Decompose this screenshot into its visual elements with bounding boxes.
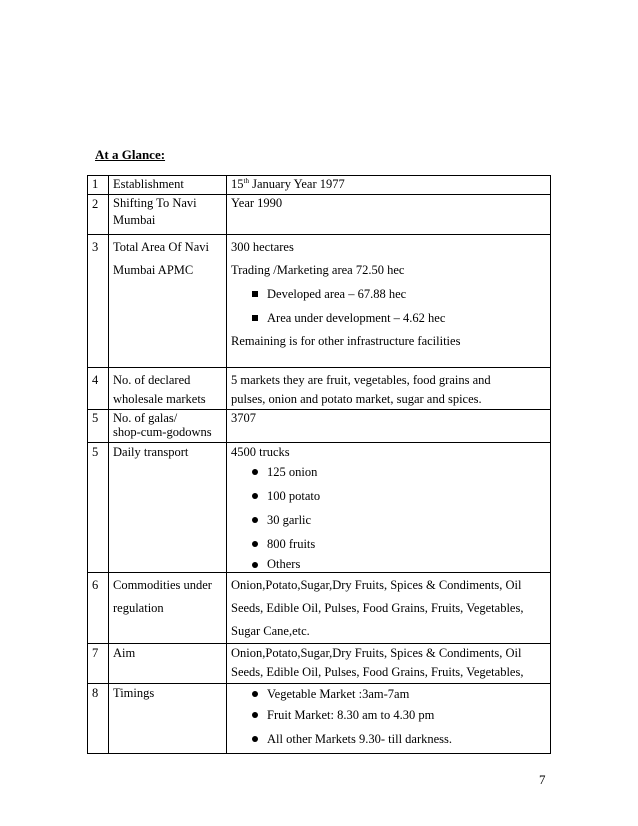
- timings-bullet-list: [231, 685, 546, 751]
- value-line: Remaining is for other infrastructure facilities: [231, 334, 461, 348]
- table-row: [88, 684, 551, 754]
- transport-bullet-list: [231, 460, 546, 572]
- row-label-line: shop-cum-godowns: [113, 425, 212, 439]
- row-label-line: wholesale markets: [113, 392, 206, 406]
- list-item: [231, 703, 546, 727]
- row-label: [109, 443, 227, 573]
- table-row: [88, 368, 551, 410]
- list-item: [231, 727, 546, 751]
- at-a-glance-table: [87, 175, 551, 754]
- row-value: Year 1990: [227, 195, 551, 235]
- value-line: Seeds, Edible Oil, Pulses, Food Grains, Fruits, Vegetables,: [231, 665, 524, 679]
- value-line: 300 hectares: [231, 240, 294, 254]
- row-label: Timings: [109, 684, 227, 754]
- table-row: [88, 573, 551, 644]
- list-item-text: Vegetable Market :3am-7am: [267, 687, 410, 701]
- list-item-text: 100 potato: [267, 489, 321, 503]
- list-item: [231, 556, 546, 572]
- row-value: [227, 644, 551, 684]
- value-line: 5 markets they are fruit, vegetables, food grains and: [231, 373, 491, 387]
- row-number: 5: [88, 410, 109, 443]
- round-bullet-icon: [252, 541, 258, 547]
- list-item: [231, 685, 546, 703]
- list-item: [231, 532, 546, 556]
- list-item-text: Fruit Market: 8.30 am to 4.30 pm: [267, 708, 435, 722]
- row-label-line: No. of galas/: [113, 411, 178, 425]
- establishment-day: 15: [231, 177, 244, 191]
- row-value: [227, 176, 551, 195]
- list-item-text: 30 garlic: [267, 513, 312, 527]
- row-number: 3: [88, 235, 109, 368]
- row-number: 2: [88, 195, 109, 235]
- day-suffix: th: [243, 177, 249, 185]
- row-value: [227, 235, 551, 368]
- row-label: [109, 410, 227, 443]
- list-item-text: 125 onion: [267, 465, 318, 479]
- list-item-text: All other Markets 9.30- till darkness.: [267, 732, 453, 746]
- row-label-line: No. of declared: [113, 373, 191, 387]
- table-row: [88, 176, 551, 195]
- row-label: [109, 195, 227, 235]
- round-bullet-icon: [252, 469, 258, 475]
- list-item-text: Area under development – 4.62 hec: [267, 311, 446, 325]
- list-item-text: 800 fruits: [267, 537, 316, 551]
- round-bullet-icon: [252, 712, 258, 718]
- round-bullet-icon: [252, 562, 258, 568]
- round-bullet-icon: [252, 691, 258, 697]
- row-number: 1: [88, 176, 109, 195]
- row-number: 6: [88, 573, 109, 644]
- row-label: Aim: [109, 644, 227, 684]
- list-item: [231, 306, 546, 330]
- table-row: [88, 410, 551, 443]
- row-label-line: Daily transport: [113, 445, 189, 459]
- list-item-text: Developed area – 67.88 hec: [267, 287, 407, 301]
- row-value: [227, 368, 551, 410]
- section-heading: At a Glance:: [95, 147, 166, 162]
- page-number: 7: [539, 772, 546, 787]
- row-number: 5: [88, 443, 109, 573]
- row-label-line: Shifting To Navi: [113, 196, 197, 210]
- row-label: [109, 573, 227, 644]
- row-value: [227, 573, 551, 644]
- round-bullet-icon: [252, 493, 258, 499]
- list-item: [231, 508, 546, 532]
- row-label-line: Establishment: [113, 177, 184, 191]
- table-row: [88, 195, 551, 235]
- row-number: 7: [88, 644, 109, 684]
- table-row: [88, 443, 551, 573]
- row-label: [109, 368, 227, 410]
- row-label-line: regulation: [113, 601, 164, 615]
- row-label: [109, 235, 227, 368]
- row-label-line: Total Area Of Navi: [113, 240, 209, 254]
- row-value: 3707: [227, 410, 551, 443]
- row-value: [227, 684, 551, 754]
- square-bullet-icon: [252, 315, 258, 321]
- value-line: pulses, onion and potato market, sugar and spices.: [231, 392, 482, 406]
- row-label-line: Mumbai: [113, 213, 156, 227]
- list-item: [231, 282, 546, 306]
- row-label-line: Mumbai APMC: [113, 263, 194, 277]
- list-item: [231, 460, 546, 484]
- value-line: Onion,Potato,Sugar,Dry Fruits, Spices & Condiments, Oil: [231, 646, 522, 660]
- list-item-text: Others: [267, 557, 301, 571]
- value-line: Seeds, Edible Oil, Pulses, Food Grains, Fruits, Vegetables,: [231, 601, 524, 615]
- row-number: 4: [88, 368, 109, 410]
- square-bullet-icon: [252, 291, 258, 297]
- value-line: Sugar Cane,etc.: [231, 624, 310, 638]
- value-line: Onion,Potato,Sugar,Dry Fruits, Spices & Condiments, Oil: [231, 578, 522, 592]
- value-line: 4500 trucks: [231, 445, 290, 459]
- round-bullet-icon: [252, 517, 258, 523]
- establishment-rest: January Year 1977: [248, 177, 345, 191]
- table-row: [88, 235, 551, 368]
- table-row: [88, 644, 551, 684]
- list-item: [231, 484, 546, 508]
- area-bullet-list: [231, 282, 546, 330]
- row-label-line: Commodities under: [113, 578, 212, 592]
- row-number: 8: [88, 684, 109, 754]
- row-value: [227, 443, 551, 573]
- row-label: [109, 176, 227, 195]
- value-line: Trading /Marketing area 72.50 hec: [231, 263, 405, 277]
- round-bullet-icon: [252, 736, 258, 742]
